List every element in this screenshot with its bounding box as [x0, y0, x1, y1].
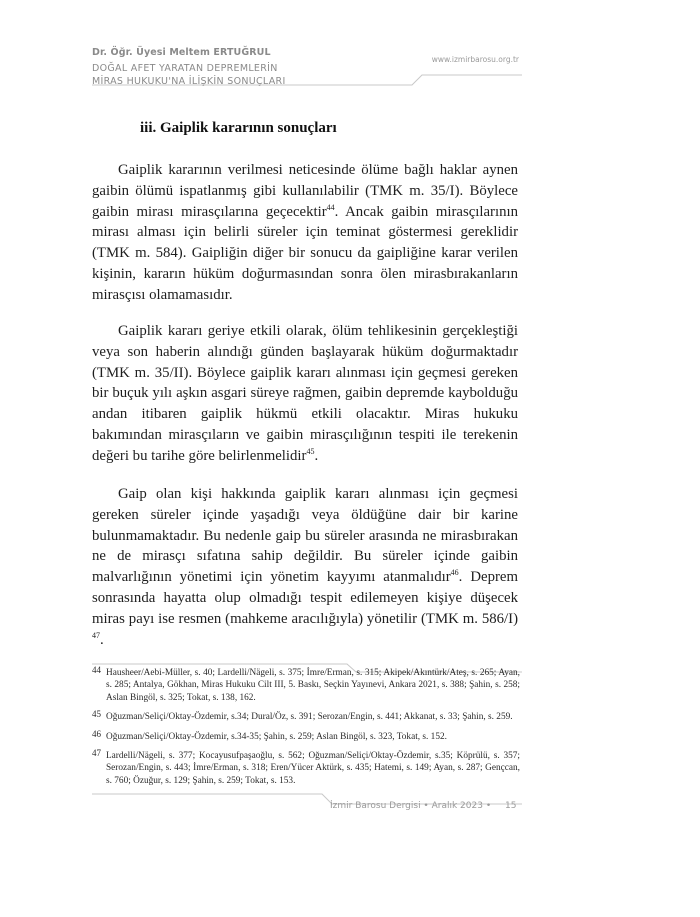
paragraph-text: . Ancak gaibin mirasçılarının mirası alması için belirli süreler için teminat göstermesi gereklidir (TMK m. 584). Gaipliğin diğer bir sonucu da gaipliğine karar verilen kişinin, kararın hüküm doğurmasından sonra ölen mirasbırakanların mirasçısı olamamasıdır. [92, 203, 519, 303]
footnote-number: 44 [92, 665, 101, 675]
paragraph-text: . Deprem sonrasında hayatta olup olmadığı tespit edilemeyen kişiye düşecek miras payı ise resmen (mahkeme aracılığıyla) yönetilir (TMK m. 586/I) [92, 569, 518, 627]
footnote-46 [92, 728, 520, 743]
body-paragraph-1 [92, 160, 518, 306]
footnote-text: Hausheer/Aebi-Müller, s. 40; Lardelli/Nägeli, s. 375; İmre/Erman, s. 315; Akipek/Akıntürk/Ateş, s. 265; Ayan, s. 285; Antalya, Gökhan, Miras Hukuku Cilt III, 5. Baskı, Seçkin Yayınevi, Ankara 2021, s. 388; Şahin, s. 258; Aslan Bingöl, s. 325; Tokat, s. 138, 162. [106, 668, 520, 703]
footnote-45 [92, 711, 520, 723]
footnote-ref[interactable]: 45 [306, 446, 315, 456]
footnote-ref[interactable]: 47 [92, 630, 100, 640]
footnote-number: 46 [92, 728, 101, 739]
header-title-line-2: MİRAS HUKUKU'NA İLİŞKİN SONUÇLARI [92, 76, 286, 87]
footnote-44 [92, 667, 520, 704]
paragraph-text: . [314, 447, 319, 464]
footnote-number: 47 [92, 748, 101, 759]
footnote-47 [92, 750, 520, 787]
footer-journal: İzmir Barosu Dergisi • Aralık 2023 • [330, 801, 492, 811]
paragraph-text: Gaiplik kararı geriye etkili olarak, ölüm tehlikesinin gerçekleştiği veya son haberin alındığı günden başlayarak hüküm doğurmaktadır (TMK m. 35/II). Böylece gaiplik kararı alınması için geçmesi gereken bir buçuk yılı aşkın asgari süreye rağmen, gaibin depremde kaybolduğu andan itibaren gaiplik hükmü etkili olacaktır. Miras hukuku bakımından mirasçıların ve gaibin mirasçılığının tespiti ile terekenin değeri bu tarihe göre belirlenmelidir [92, 323, 518, 464]
footnote-ref[interactable]: 46 [450, 568, 459, 578]
header-author: Dr. Öğr. Üyesi Meltem ERTUĞRUL [92, 47, 271, 58]
footnote-text: Oğuzman/Seliçi/Oktay-Özdemir, s.34; Dural/Öz, s. 391; Serozan/Engin, s. 441; Akkanat, s. 33; Şahin, s. 259. [106, 712, 513, 723]
footnote-text: Oğuzman/Seliçi/Oktay-Özdemir, s.34-35; Şahin, s. 259; Aslan Bingöl, s. 323, Tokat, s. 152. [106, 731, 447, 742]
page-number: 15 [505, 801, 517, 811]
section-heading: iii. Gaiplik kararının sonuçları [140, 120, 337, 136]
footnotes [92, 667, 520, 794]
footnote-number: 45 [92, 709, 101, 720]
paragraph-text: Gaiplik kararının verilmesi neticesinde ölüme bağlı haklar aynen gaibin ölümü ispatlanmış gibi kullanılabilir (TMK m. 35/I). Böylece gaibin mirası mirasçılarına geçecektir [92, 162, 518, 220]
header-url: www.izmirbarosu.org.tr [431, 55, 519, 64]
body-paragraph-3 [92, 484, 518, 650]
paragraph-text: . [100, 631, 104, 648]
footnote-text: Lardelli/Nägeli, s. 377; Kocayusufpaşaoğlu, s. 562; Oğuzman/Seliçi/Oktay-Özdemir, s.35; Köprülü, s. 357; Serozan/Engin, s. 443; İmre/Erman, s. 318; Eren/Yücer Aktürk, s. 435; Hatemi, s. 149; Ayan, s. 287; Gençcan, s. 760; Özuğur, s. 129; Şahin, s. 259; Tokat, s. 153. [106, 751, 520, 786]
paragraph-text: Gaip olan kişi hakkında gaiplik kararı alınması için geçmesi gereken süreler içinde yaşadığı veya öldüğüne dair bir karine bulunmamaktadır. Bu nedenle gaip bu süreler arasında ne mirasbırakan ne de mirasçı sıfatına sahip değildir. Bu süreler içinde gaibin malvarlığının yönetimi için yönetim kayyımı atanmalıdır [92, 486, 518, 586]
body-paragraph-2 [92, 321, 518, 467]
header-title-line-1: DOĞAL AFET YARATAN DEPREMLERİN [92, 63, 278, 74]
header-divider [92, 74, 522, 86]
footnote-ref[interactable]: 44 [326, 202, 335, 212]
